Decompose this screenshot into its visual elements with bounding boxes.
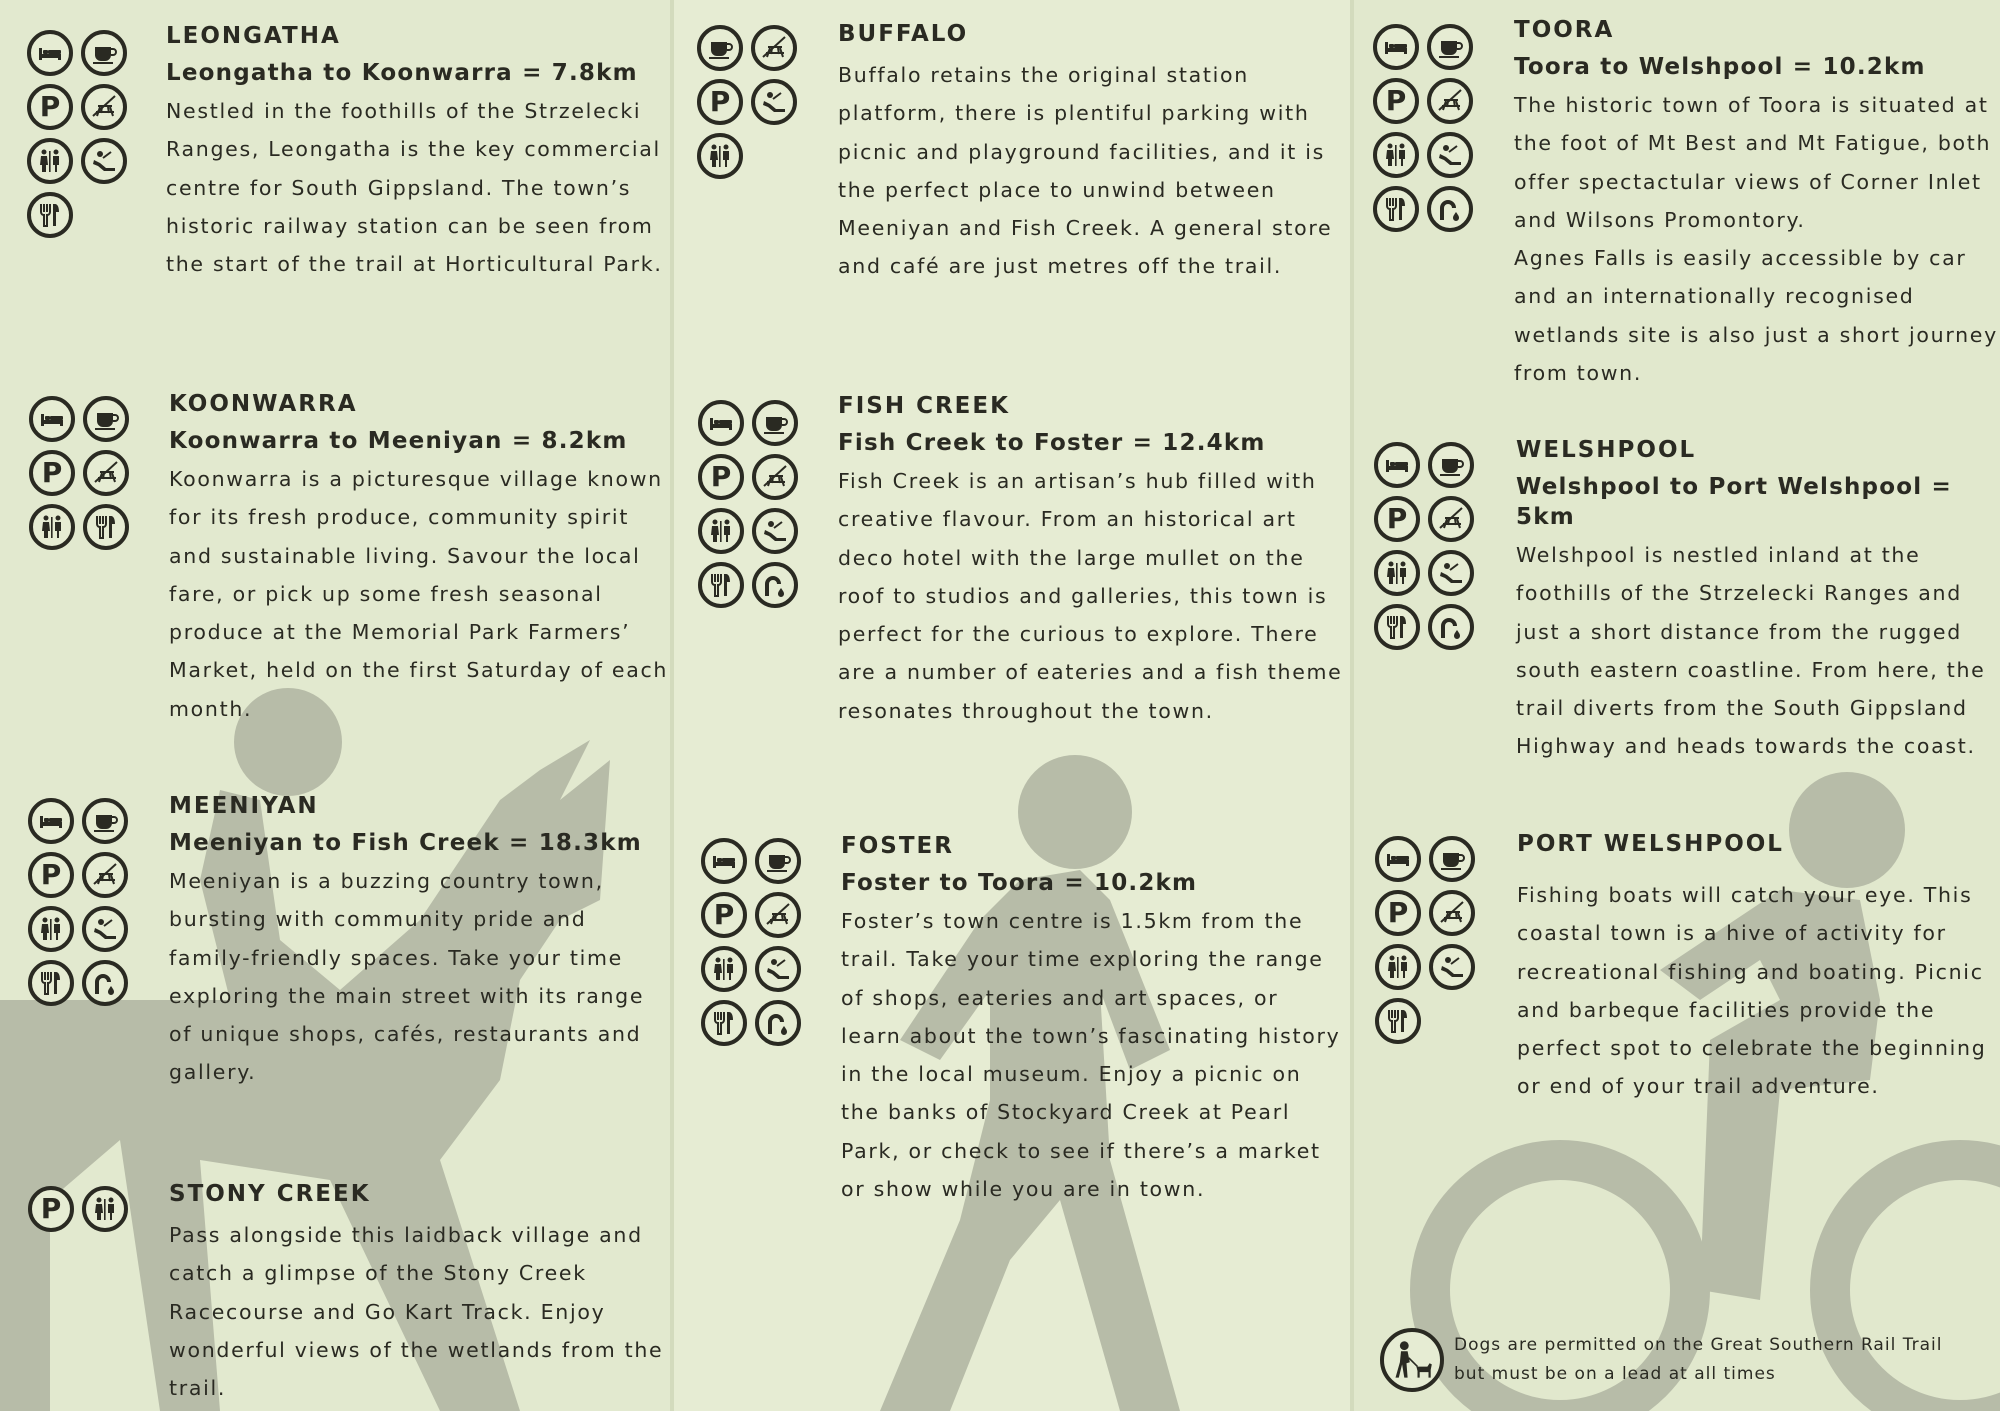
town-name: BUFFALO xyxy=(838,21,969,47)
water-icon xyxy=(1428,604,1474,650)
town-entry-stony-creek xyxy=(169,1180,669,1407)
facility-icons xyxy=(701,838,809,1054)
town-name: FISH CREEK xyxy=(838,393,1010,419)
toilets-icon xyxy=(697,133,743,179)
playground-icon xyxy=(751,79,797,125)
town-name: KOONWARRA xyxy=(169,391,358,417)
cafe-icon xyxy=(697,25,743,71)
town-entry-meeniyan xyxy=(169,792,669,1092)
cafe-icon xyxy=(1429,836,1475,882)
dogs-notice-text: Dogs are permitted on the Great Southern Rail Trail but must be on a lead at all times xyxy=(1454,1335,1943,1384)
parking-icon: P xyxy=(1375,890,1421,936)
town-entry-toora xyxy=(1514,16,2000,392)
accommodation-icon xyxy=(29,396,75,442)
town-entry-leongatha xyxy=(166,22,666,283)
parking-icon: P xyxy=(697,79,743,125)
playground-icon xyxy=(1427,132,1473,178)
picnic-icon xyxy=(1428,496,1474,542)
town-entry-foster xyxy=(841,832,1346,1208)
cafe-icon xyxy=(82,798,128,844)
water-icon xyxy=(752,562,798,608)
town-name: STONY CREEK xyxy=(169,1181,371,1207)
town-name: PORT WELSHPOOL xyxy=(1517,831,1784,857)
cafe-icon xyxy=(1428,442,1474,488)
town-description: Fish Creek is an artisan’s hub filled with creative flavour. From an historical art deco hotel with the large mullet on the roof to studios and galleries, this town is perfect for the curious to explore. There are a number of eateries and a fish theme resonates throughout the town. xyxy=(838,469,1343,723)
town-name: FOSTER xyxy=(841,833,954,859)
water-icon xyxy=(755,1000,801,1046)
toilets-icon xyxy=(701,946,747,992)
food-icon xyxy=(1374,604,1420,650)
picnic-icon xyxy=(1427,78,1473,124)
parking-icon: P xyxy=(29,450,75,496)
cafe-icon xyxy=(755,838,801,884)
dog-walking-icon xyxy=(1380,1328,1444,1392)
town-description: Koonwarra is a picturesque village known for its fresh produce, community spirit and sustainable living. Savour the local fare, or pick up some fresh seasonal produce at the Memorial Park Farmers’ Market, held on the first Saturday of each month. xyxy=(169,467,669,721)
facility-icons xyxy=(28,1186,136,1240)
accommodation-icon xyxy=(1373,24,1419,70)
parking-icon: P xyxy=(1374,496,1420,542)
accommodation-icon xyxy=(1374,442,1420,488)
town-name: LEONGATHA xyxy=(166,23,341,49)
parking-icon: P xyxy=(28,1186,74,1232)
route-distance: Foster to Toora = 10.2km xyxy=(841,870,1198,896)
picnic-icon xyxy=(755,892,801,938)
playground-icon xyxy=(755,946,801,992)
accommodation-icon xyxy=(28,798,74,844)
toilets-icon xyxy=(28,906,74,952)
playground-icon xyxy=(1428,550,1474,596)
picnic-icon xyxy=(83,450,129,496)
route-distance: Welshpool to Port Welshpool = 5km xyxy=(1516,474,1952,530)
cafe-icon xyxy=(83,396,129,442)
playground-icon xyxy=(752,508,798,554)
town-description: Fishing boats will catch your eye. This coastal town is a hive of activity for recreational fishing and boating. Picnic and barbeque facilities provide the perfect spot to celebrate the beginning or end of your trail adventure. xyxy=(1517,883,1987,1099)
toilets-icon xyxy=(1374,550,1420,596)
toilets-icon xyxy=(27,138,73,184)
picnic-icon xyxy=(1429,890,1475,936)
parking-icon: P xyxy=(1373,78,1419,124)
water-icon xyxy=(82,960,128,1006)
facility-icons xyxy=(698,400,806,616)
playground-icon xyxy=(1429,944,1475,990)
water-icon xyxy=(1427,186,1473,232)
food-icon xyxy=(1375,998,1421,1044)
food-icon xyxy=(27,192,73,238)
cafe-icon xyxy=(1427,24,1473,70)
toilets-icon xyxy=(29,504,75,550)
town-entry-fish-creek xyxy=(838,392,1343,730)
toilets-icon xyxy=(1375,944,1421,990)
picnic-icon xyxy=(81,84,127,130)
dogs-notice xyxy=(1380,1328,1954,1392)
toilets-icon xyxy=(1373,132,1419,178)
town-name: TOORA xyxy=(1514,17,1615,43)
accommodation-icon xyxy=(701,838,747,884)
parking-icon: P xyxy=(28,852,74,898)
town-entry-buffalo xyxy=(838,20,1343,286)
picnic-icon xyxy=(752,454,798,500)
route-distance: Leongatha to Koonwarra = 7.8km xyxy=(166,60,638,86)
town-entry-koonwarra xyxy=(169,390,669,728)
facility-icons xyxy=(1374,442,1482,658)
town-entry-port-welshpool xyxy=(1517,830,2000,1106)
food-icon xyxy=(698,562,744,608)
route-distance: Fish Creek to Foster = 12.4km xyxy=(838,430,1266,456)
town-entry-welshpool xyxy=(1516,436,2000,766)
town-description: The historic town of Toora is situated at the foot of Mt Best and Mt Fatigue, both offer spectactular views of Corner Inlet and Wilsons Promontory. xyxy=(1514,93,1992,232)
food-icon xyxy=(701,1000,747,1046)
food-icon xyxy=(83,504,129,550)
parking-icon: P xyxy=(698,454,744,500)
town-name: WELSHPOOL xyxy=(1516,437,1697,463)
facility-icons xyxy=(697,25,805,187)
facility-icons xyxy=(27,30,135,246)
picnic-icon xyxy=(751,25,797,71)
town-description: Buffalo retains the original station platform, there is plentiful parking with picnic and playground facilities, and it is the perfect place to unwind between Meeniyan and Fish Creek. A general store and café are just metres off the trail. xyxy=(838,63,1333,279)
toilets-icon xyxy=(82,1186,128,1232)
toilets-icon xyxy=(698,508,744,554)
town-description: Foster’s town centre is 1.5km from the trail. Take your time exploring the range of shops, eateries and art spaces, or learn about the town’s fascinating history in the local museum. Enjoy a picnic on the banks of Stockyard Creek at Pearl Park, or check to see if there’s a market or show while you are in town. xyxy=(841,909,1341,1202)
facility-icons xyxy=(29,396,137,558)
town-description: Welshpool is nestled inland at the foothills of the Strzelecki Ranges and just a short distance from the rugged south eastern coastline. From here, the trail diverts from the South Gippsland Highway and heads towards the coast. xyxy=(1516,543,1986,759)
playground-icon xyxy=(81,138,127,184)
accommodation-icon xyxy=(27,30,73,76)
facility-icons xyxy=(1373,24,1481,240)
town-description: Meeniyan is a buzzing country town, bursting with community pride and family-friendly spaces. Take your time exploring the main street with its range of unique shops, cafés, restaurants and gallery. xyxy=(169,869,645,1085)
food-icon xyxy=(28,960,74,1006)
parking-icon: P xyxy=(27,84,73,130)
town-description: Pass alongside this laidback village and catch a glimpse of the Stony Creek Racecourse and Go Kart Track. Enjoy wonderful views of the wetlands from the trail. xyxy=(169,1223,664,1401)
cafe-icon xyxy=(81,30,127,76)
parking-icon: P xyxy=(701,892,747,938)
town-description: Nestled in the foothills of the Strzelecki Ranges, Leongatha is the key commercial centre for South Gippsland. The town’s historic railway station can be seen from the start of the trail at Horticultural Park. xyxy=(166,99,663,277)
route-distance: Koonwarra to Meeniyan = 8.2km xyxy=(169,428,628,454)
route-distance: Toora to Welshpool = 10.2km xyxy=(1514,54,1926,80)
facility-icons xyxy=(28,798,136,1014)
accommodation-icon xyxy=(698,400,744,446)
town-description-extra: Agnes Falls is easily accessible by car and an internationally recognised wetlands site is also just a short journey from town. xyxy=(1514,246,1998,386)
cafe-icon xyxy=(752,400,798,446)
picnic-icon xyxy=(82,852,128,898)
food-icon xyxy=(1373,186,1419,232)
facility-icons xyxy=(1375,836,1483,1052)
playground-icon xyxy=(82,906,128,952)
route-distance: Meeniyan to Fish Creek = 18.3km xyxy=(169,830,642,856)
accommodation-icon xyxy=(1375,836,1421,882)
town-name: MEENIYAN xyxy=(169,793,319,819)
